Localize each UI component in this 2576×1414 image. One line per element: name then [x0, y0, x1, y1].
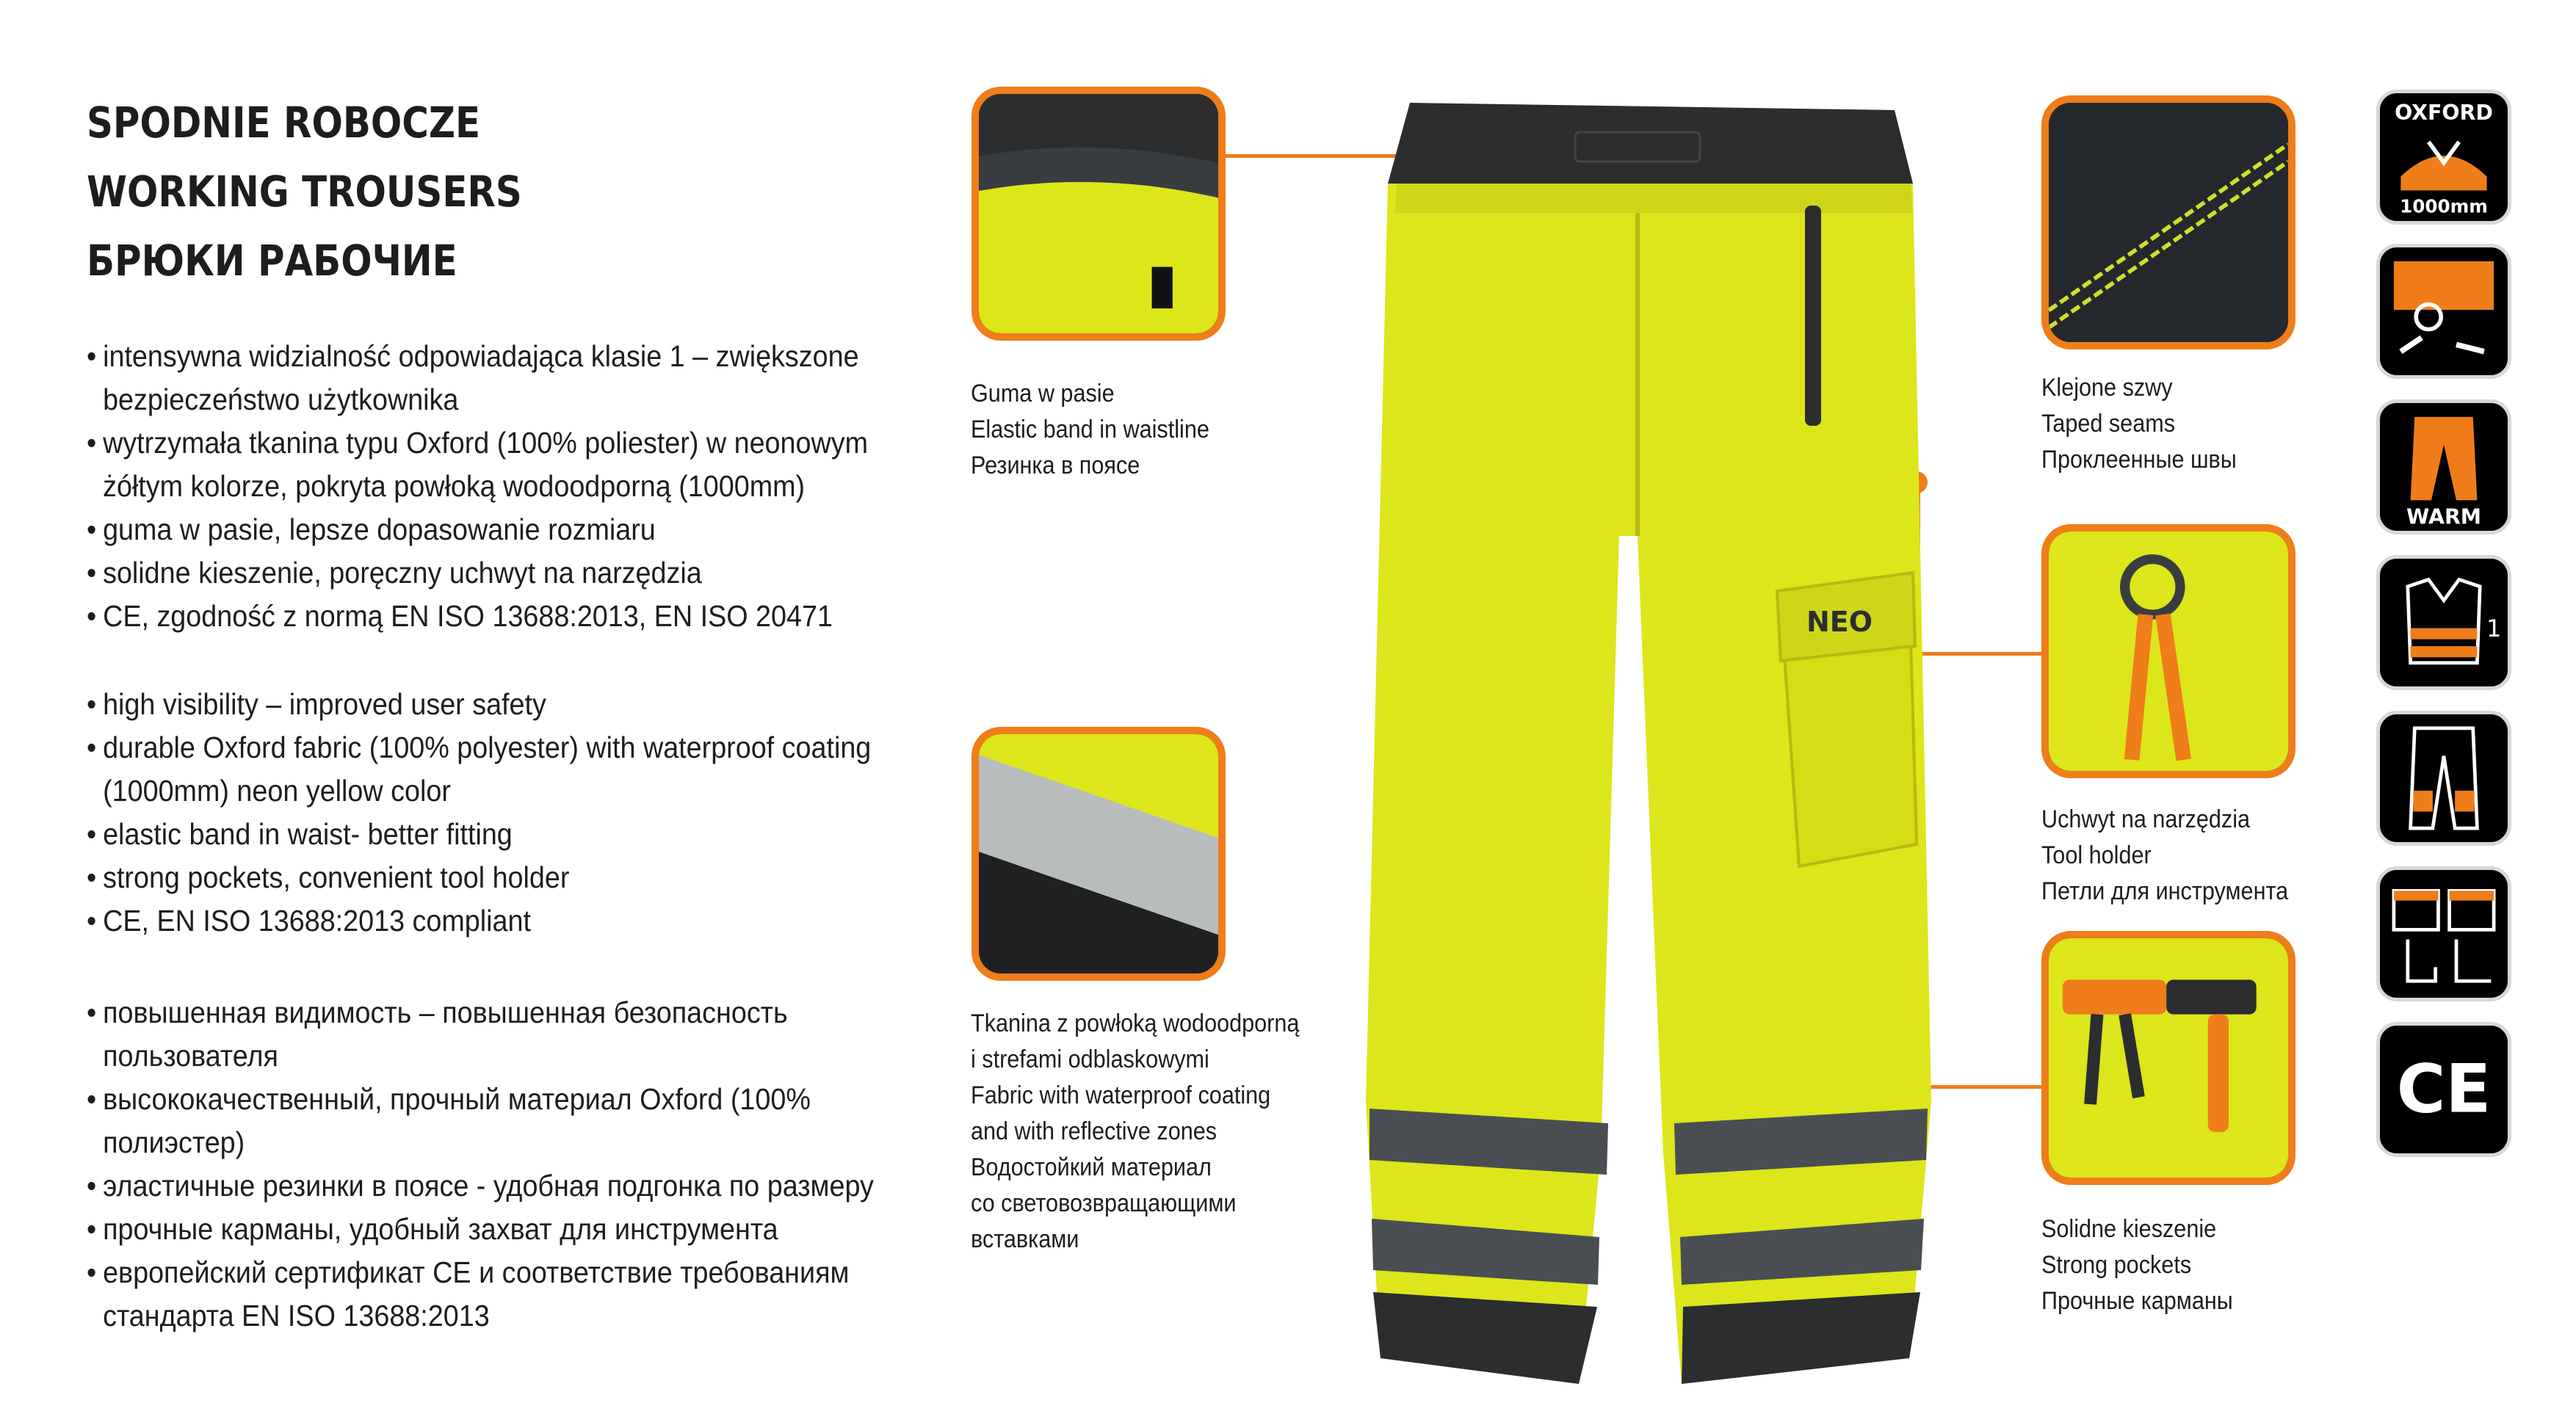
list-item: • CE, EN ISO 13688:2013 compliant — [87, 899, 925, 943]
warm-trousers-icon — [2376, 399, 2511, 534]
list-item: • intensywna widzialność odpowiadająca klasie 1 – zwiększone bezpieczeństwo użytkownika — [87, 335, 925, 421]
waist-caption: Guma w pasie Elastic band in waistline Резинка в поясе — [971, 380, 1209, 479]
strong-pockets-image — [2041, 931, 2295, 1185]
pockets-caption: Solidne kieszenie Strong pockets Прочные карманы — [2041, 1215, 2233, 1315]
title-en: WORKING TROUSERS — [87, 167, 522, 217]
list-item: • прочные карманы, удобный захват для инструмента — [87, 1208, 925, 1251]
svg-text:WARM: WARM — [2406, 504, 2482, 529]
trousers-image — [1366, 103, 1939, 1402]
oxford-waterproof-icon — [2376, 90, 2511, 225]
list-item: • wytrzymała tkanina typu Oxford (100% poliester) w neonowym żółtym kolorze, pokryta powłoką wodoodporną (1000mm) — [87, 421, 925, 508]
bullet-list-ru — [87, 991, 925, 1338]
list-item: • высококачественный, прочный материал Oxford (100% полиэстер) — [87, 1078, 925, 1164]
list-item: • CE, zgodność z normą EN ISO 13688:2013, EN ISO 20471 — [87, 595, 925, 638]
list-item: • strong pockets, convenient tool holder — [87, 856, 925, 899]
list-item: • durable Oxford fabric (100% polyester) with waterproof coating (1000mm) neon yellow color — [87, 726, 925, 813]
list-item: • guma w pasie, lepsze dopasowanie rozmiaru — [87, 508, 925, 551]
list-item: • европейский сертификат СЕ и соответствие требованиям стандарта EN ISO 13688:2013 — [87, 1251, 925, 1338]
waist-band-image — [972, 87, 1226, 341]
taped-seams-icon — [2376, 244, 2511, 379]
reflective-fabric-image — [972, 727, 1226, 981]
list-item: • elastic band in waist- better fitting — [87, 813, 925, 856]
list-item: • solidne kieszenie, poręczny uchwyt na narzędzia — [87, 551, 925, 595]
svg-text:OXFORD: OXFORD — [2395, 100, 2493, 125]
list-item: • эластичные резинки в поясе - удобная подгонка по размеру — [87, 1164, 925, 1208]
title-ru: БРЮКИ РАБОЧИЕ — [87, 236, 457, 286]
svg-text:1000mm: 1000mm — [2400, 195, 2488, 217]
list-item: • повышенная видимость – повышенная безопасность пользователя — [87, 991, 925, 1078]
tool-holder-image — [2041, 524, 2295, 778]
svg-text:CE: CE — [2396, 1051, 2492, 1128]
ce-mark-icon — [2376, 1022, 2511, 1157]
pockets-icon — [2376, 866, 2511, 1001]
hi-vis-class-icon — [2376, 555, 2511, 690]
taped-seams-image — [2041, 95, 2295, 349]
list-item: • high visibility – improved user safety — [87, 683, 925, 726]
tool-holder-caption: Uchwyt na narzędzia Tool holder Петли для инструмента — [2041, 805, 2289, 905]
title-pl: SPODNIE ROBOCZE — [87, 98, 481, 148]
bullet-list-pl — [87, 335, 925, 638]
svg-text:1: 1 — [2486, 614, 2502, 642]
fabric-caption: Tkanina z powłoką wodoodporną i strefami odblaskowymi Fabric with waterproof coating and with reflective zones Водостойкий материал со световозвращающими вставками — [971, 1009, 1300, 1253]
bullet-list-en — [87, 683, 925, 943]
page-title — [87, 88, 522, 295]
seams-caption: Klejone szwy Taped seams Проклеенные швы — [2041, 374, 2237, 474]
knee-protection-icon — [2376, 711, 2511, 846]
neo-logo: NEO — [1806, 606, 1873, 638]
